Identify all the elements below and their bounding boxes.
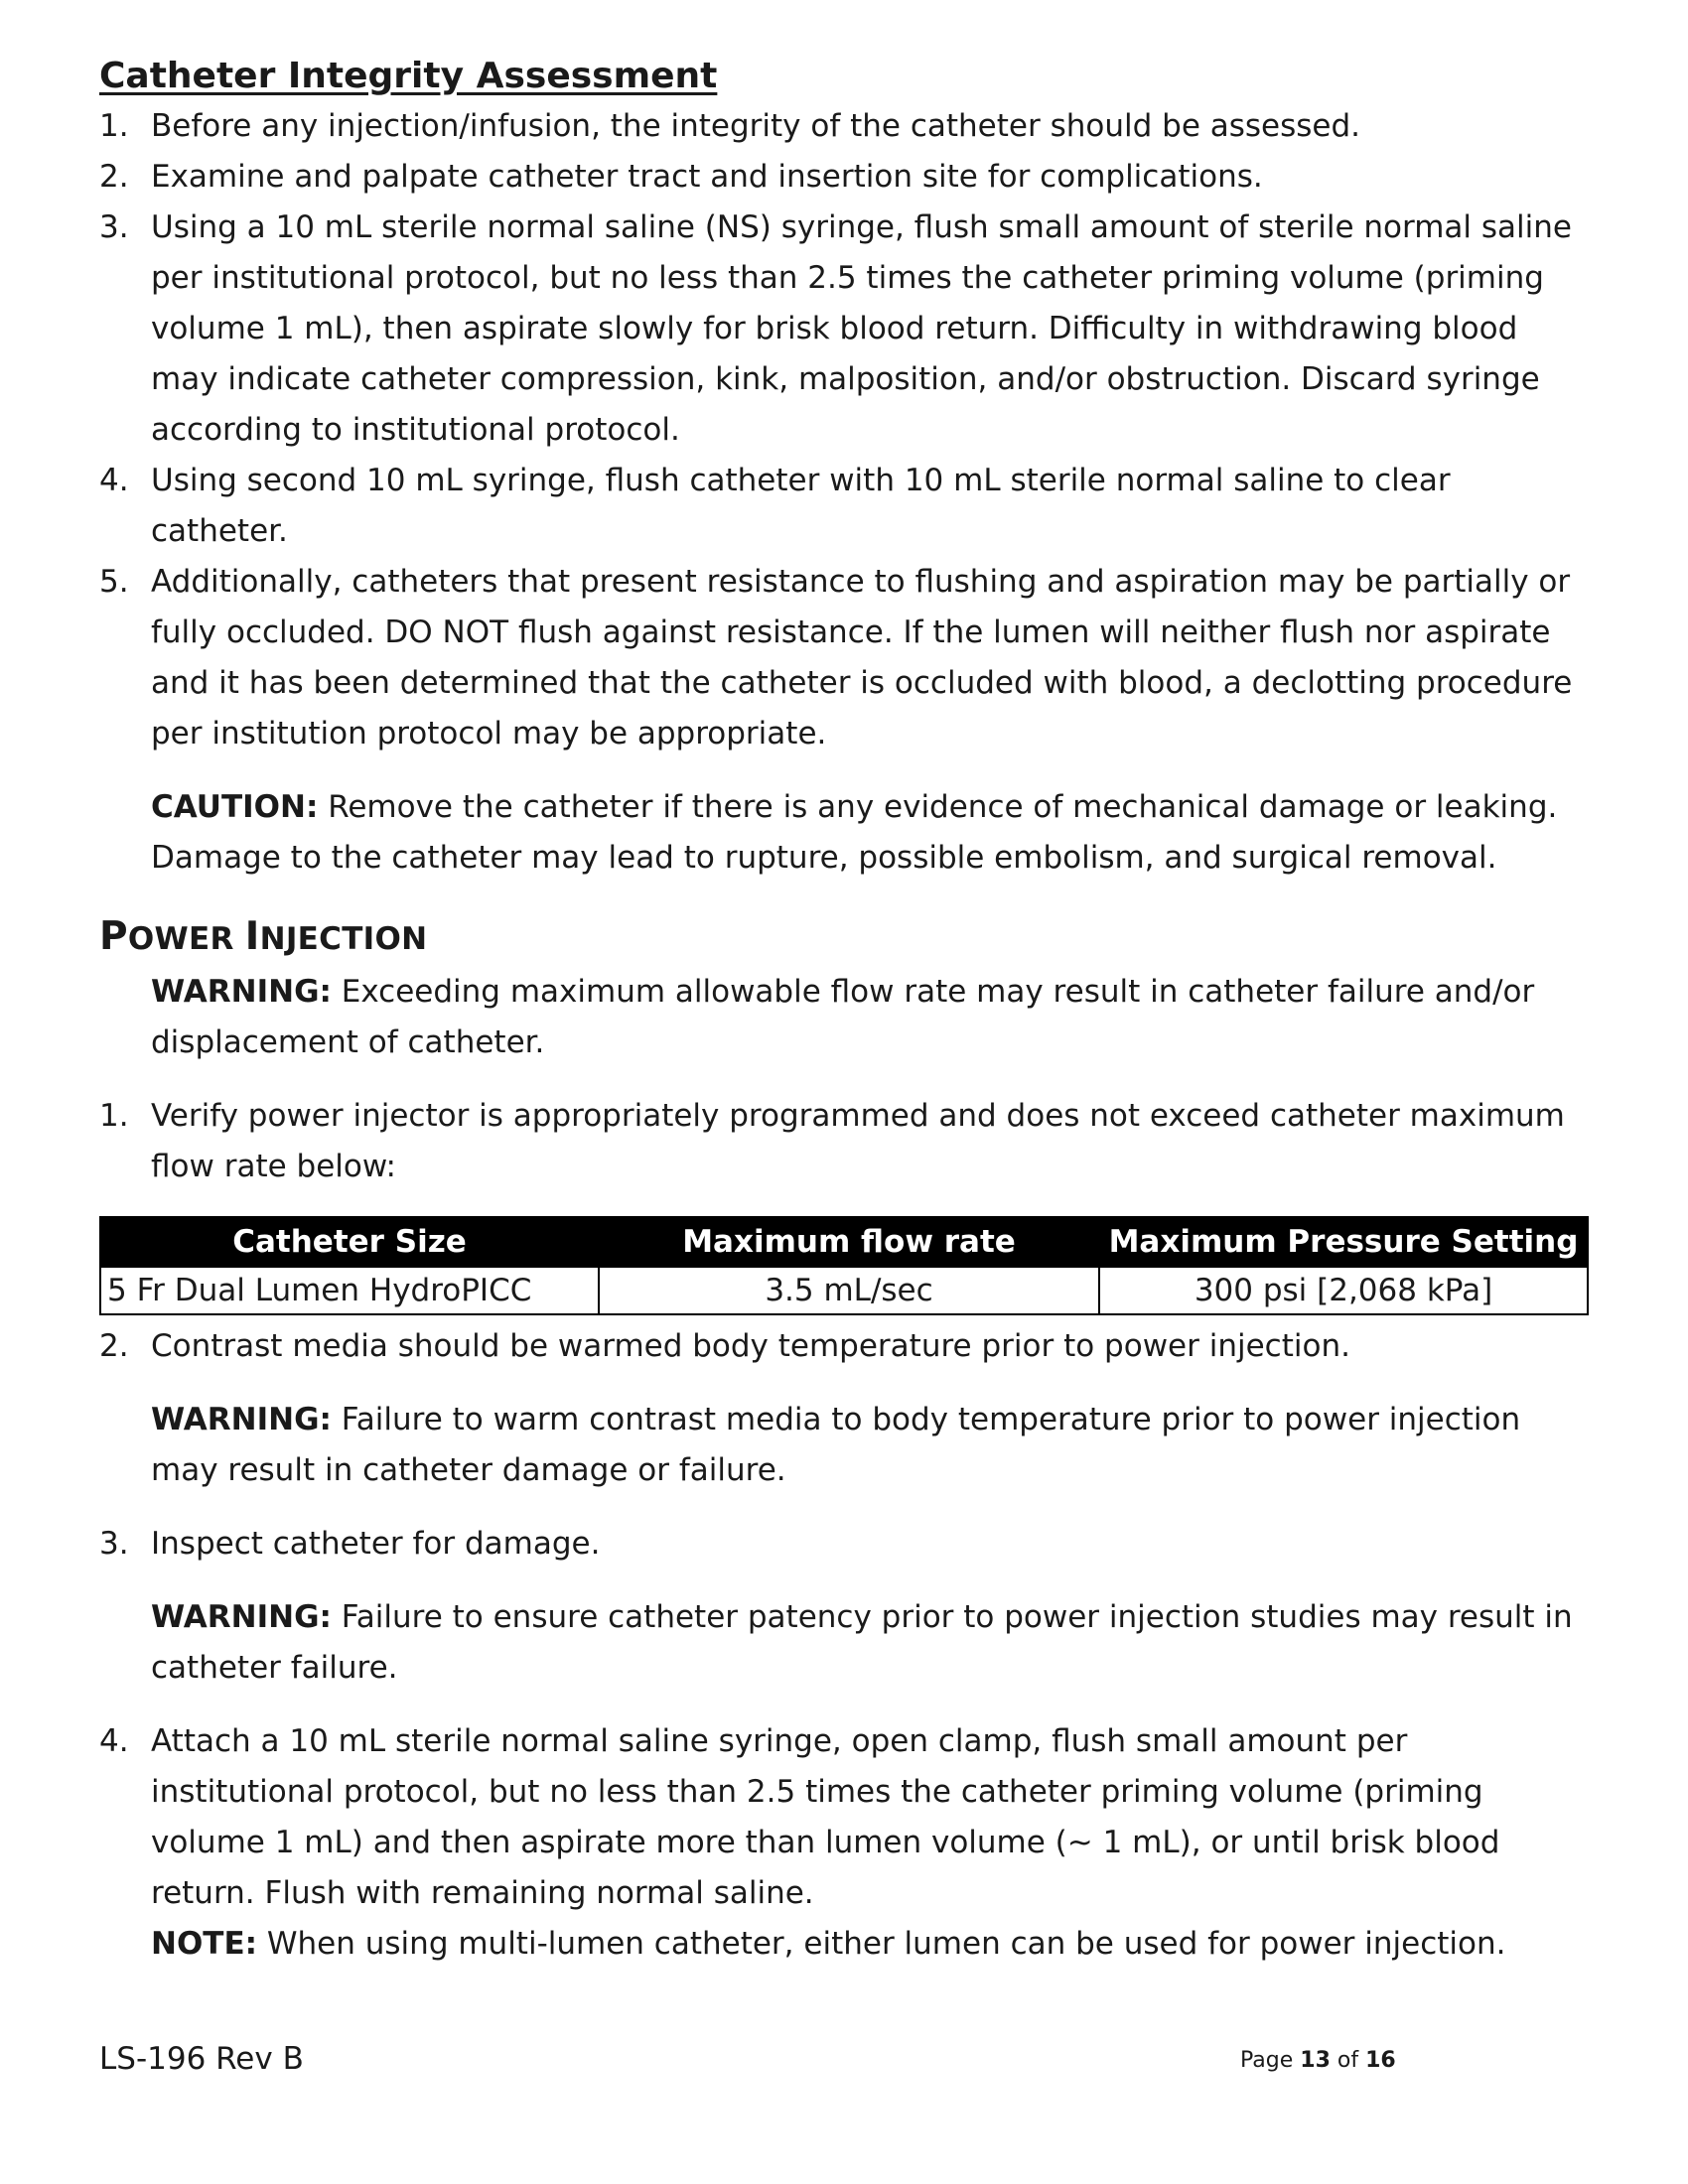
list-item bbox=[99, 203, 1589, 456]
list-item bbox=[99, 1091, 1589, 1192]
warning-patency bbox=[99, 1592, 1589, 1694]
warning-contrast-temp bbox=[99, 1395, 1589, 1496]
step-text: Inspect catheter for damage. bbox=[151, 1526, 601, 1562]
list-item bbox=[99, 557, 1589, 759]
caution-label: CAUTION: bbox=[151, 789, 319, 825]
step-text: Using second 10 mL syringe, flush catheter with 10 mL sterile normal saline to clear catheter. bbox=[151, 463, 1451, 549]
step-text: Before any injection/infusion, the integrity of the catheter should be assessed. bbox=[151, 108, 1361, 144]
table-cell: 300 psi [2,068 kPa] bbox=[1099, 1267, 1588, 1314]
step-number: 2. bbox=[99, 159, 129, 195]
document-page bbox=[99, 52, 1589, 1970]
caution-text: Remove the catheter if there is any evidence of mechanical damage or leaking. Damage to the catheter may lead to rupture, possible embolism, and surgical removal. bbox=[151, 789, 1558, 876]
step-number: 4. bbox=[99, 1723, 129, 1759]
step-text: Attach a 10 mL sterile normal saline syringe, open clamp, flush small amount per institutional protocol, but no less than 2.5 times the catheter priming volume (priming volume 1 mL) and then aspirate more than lumen volume (~ 1 mL), or until brisk blood return. Flush with remaining normal saline. bbox=[151, 1723, 1500, 1911]
step-text: Contrast media should be warmed body temperature prior to power injection. bbox=[151, 1328, 1350, 1364]
title-initial: P bbox=[99, 914, 128, 959]
table-header: Maximum Pressure Setting bbox=[1099, 1217, 1588, 1267]
step-number: 2. bbox=[99, 1328, 129, 1364]
warning-text: Failure to warm contrast media to body temperature prior to power injection may result in catheter damage or failure. bbox=[151, 1402, 1521, 1488]
section-title-catheter-integrity: Catheter Integrity Assessment bbox=[99, 56, 718, 96]
integrity-steps-list bbox=[99, 101, 1589, 759]
warning-text: Failure to ensure catheter patency prior to power injection studies may result in catheter failure. bbox=[151, 1599, 1573, 1686]
list-item bbox=[99, 456, 1589, 557]
warning-text: Exceeding maximum allowable flow rate may result in catheter failure and/or displacement of catheter. bbox=[151, 974, 1535, 1060]
warning-label: WARNING: bbox=[151, 1599, 332, 1635]
list-item bbox=[99, 1716, 1589, 1919]
page-current: 13 bbox=[1300, 2048, 1331, 2073]
step-number: 5. bbox=[99, 564, 129, 600]
step-text: Examine and palpate catheter tract and insertion site for complications. bbox=[151, 159, 1263, 195]
title-initial: I bbox=[244, 914, 260, 959]
list-item bbox=[99, 1519, 1589, 1570]
table-cell: 5 Fr Dual Lumen HydroPICC bbox=[100, 1267, 599, 1314]
flow-rate-table bbox=[99, 1216, 1589, 1315]
document-id: LS-196 Rev B bbox=[99, 2041, 304, 2077]
warning-flow-rate bbox=[99, 967, 1589, 1068]
note-label: NOTE: bbox=[151, 1926, 258, 1962]
title-smallcaps: NJECTION bbox=[259, 921, 428, 957]
page-number bbox=[1240, 2046, 1396, 2076]
step-text: Verify power injector is appropriately programmed and does not exceed catheter maximum flow rate below: bbox=[151, 1098, 1565, 1184]
title-smallcaps: OWER bbox=[127, 921, 245, 957]
page-of: of bbox=[1330, 2048, 1366, 2073]
warning-label: WARNING: bbox=[151, 974, 332, 1010]
step-number: 1. bbox=[99, 1098, 129, 1134]
step-text: Using a 10 mL sterile normal saline (NS) syringe, flush small amount of sterile normal saline per institutional protocol, but no less than 2.5 times the catheter priming volume (priming volume 1 mL), then aspirate slowly for brisk blood return. Difficulty in withdrawing blood may indicate catheter compression, kink, malposition, and/or obstruction. Discard syringe according to institutional protocol. bbox=[151, 209, 1572, 448]
step-number: 3. bbox=[99, 1526, 129, 1562]
step-number: 4. bbox=[99, 463, 129, 498]
warning-label: WARNING: bbox=[151, 1402, 332, 1437]
table-row bbox=[100, 1267, 1588, 1314]
step-number: 1. bbox=[99, 108, 129, 144]
list-item bbox=[99, 152, 1589, 203]
section-title-power-injection bbox=[99, 909, 1589, 967]
step-number: 3. bbox=[99, 209, 129, 245]
table-header: Catheter Size bbox=[100, 1217, 599, 1267]
note-text: When using multi-lumen catheter, either lumen can be used for power injection. bbox=[257, 1926, 1506, 1962]
note-multi-lumen bbox=[99, 1919, 1589, 1970]
table-header-row bbox=[100, 1217, 1588, 1267]
list-item bbox=[99, 1321, 1589, 1372]
page-prefix: Page bbox=[1240, 2048, 1301, 2073]
table-header: Maximum flow rate bbox=[599, 1217, 1099, 1267]
table-cell: 3.5 mL/sec bbox=[599, 1267, 1099, 1314]
list-item bbox=[99, 101, 1589, 152]
caution-note bbox=[99, 782, 1589, 884]
step-text: Additionally, catheters that present resistance to flushing and aspiration may be partially or fully occluded. DO NOT flush against resistance. If the lumen will neither flush nor aspirate and it has been determined that the catheter is occluded with blood, a declotting procedure per institution protocol may be appropriate. bbox=[151, 564, 1573, 751]
page-total: 16 bbox=[1365, 2048, 1396, 2073]
